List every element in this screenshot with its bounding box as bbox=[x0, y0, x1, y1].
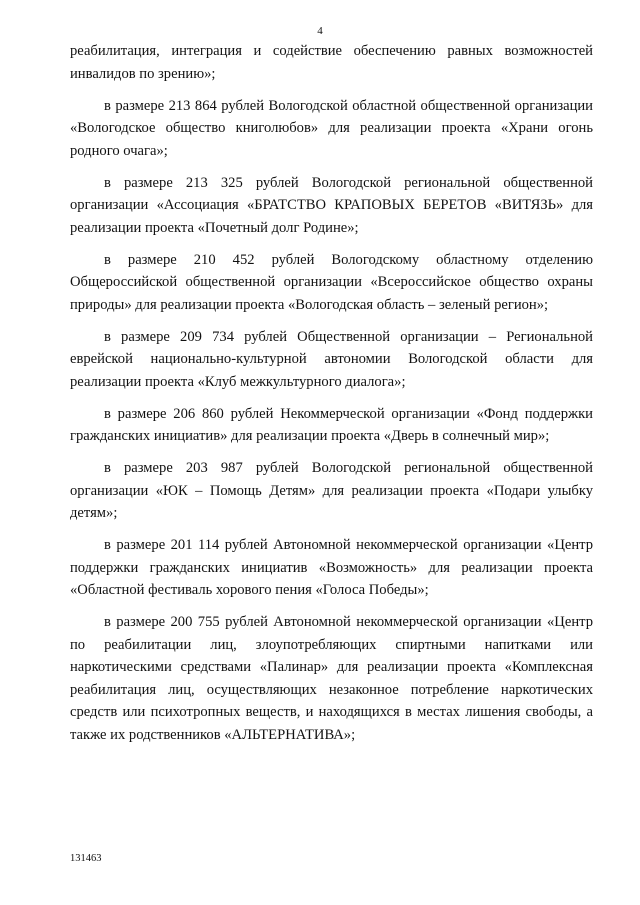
paragraph-grant-civil-initiatives-fund: в размере 206 860 рублей Некоммерческой организации «Фонд поддержки гражданских инициатив» для реализации проекта «Дверь в солнечный мир»; bbox=[70, 405, 593, 444]
paragraph-grant-palinar: в размере 200 755 рублей Автономной некоммерческой организации «Центр по реабилитации лиц, злоупотребляющих спиртными напитками или наркотическими средствами «Палинар» для реализации проекта «Комплексная реабилитация лиц, осуществляющих незаконное потребление наркотических средств или психотропных веществ, и находящихся в местах лишения свободы, а также их родственников «АЛЬТЕРНАТИВА»; bbox=[70, 614, 593, 743]
page-number: 4 bbox=[317, 25, 323, 37]
document-body bbox=[70, 40, 593, 756]
paragraph-grant-knigolyubov: в размере 213 864 рублей Вологодской областной общественной организации «Вологодское общество книголюбов» для реализации проекта «Храни огонь родного очага»; bbox=[70, 97, 593, 159]
paragraph-grant-vozmozhnost: в размере 201 114 рублей Автономной некоммерческой организации «Центр поддержки гражданских инициатив «Возможность» для реализации проекта «Областной фестиваль хорового пения «Голоса Победы»; bbox=[70, 537, 593, 598]
paragraph-grant-help-children: в размере 203 987 рублей Вологодской региональной общественной организации «ЮК – Помощь Детям» для реализации проекта «Подари улыбку детям»; bbox=[70, 460, 593, 521]
document-code: 131463 bbox=[70, 853, 102, 864]
paragraph-continuation: реабилитация, интеграция и содействие обеспечению равных возможностей инвалидов по зрению»; bbox=[70, 43, 593, 82]
paragraph-grant-jewish-autonomy: в размере 209 734 рублей Общественной организации – Региональной еврейской национально-культурной автономии Вологодской области для реализации проекта «Клуб межкультурного диалога»; bbox=[70, 328, 593, 390]
paragraph-grant-vityaz: в размере 213 325 рублей Вологодской региональной общественной организации «Ассоциация «БРАТСТВО КРАПОВЫХ БЕРЕТОВ «ВИТЯЗЬ» для реализации проекта «Почетный долг Родине»; bbox=[70, 174, 593, 236]
paragraph-grant-nature-protection: в размере 210 452 рублей Вологодскому областному отделению Общероссийской общественной организации «Всероссийское общество охраны природы» для реализации проекта «Вологодская область – зеленый регион»; bbox=[70, 251, 593, 313]
